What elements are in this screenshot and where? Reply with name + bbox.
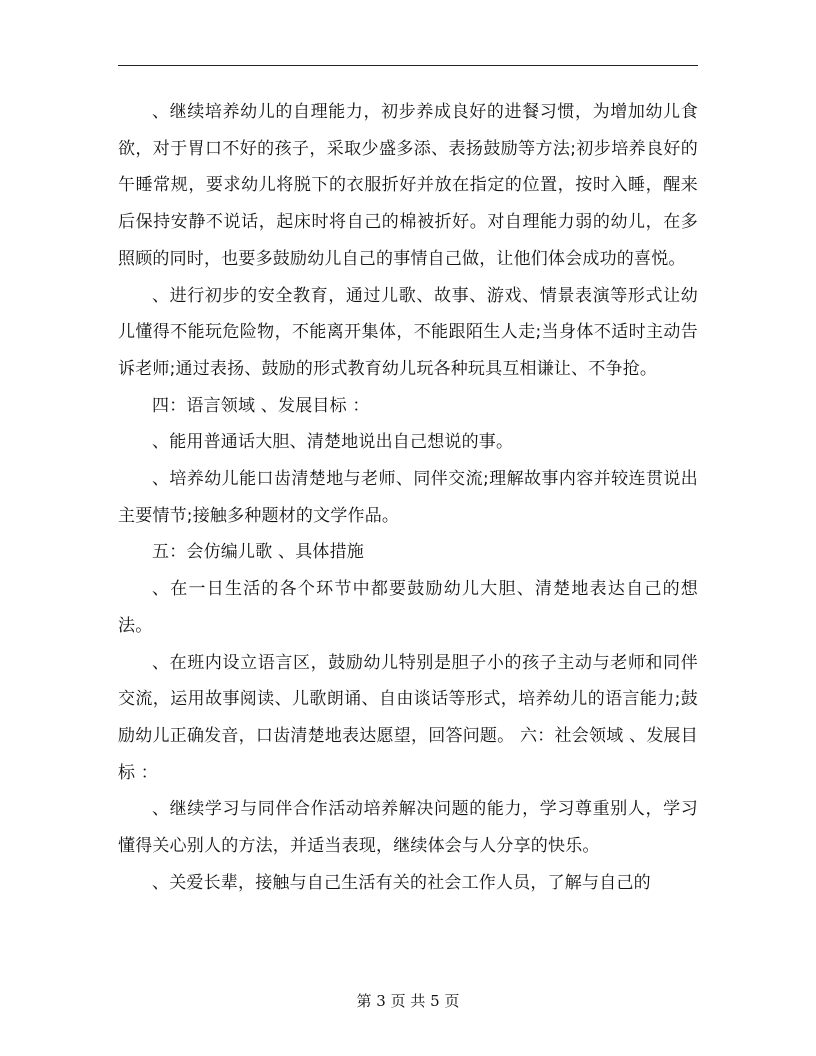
- section-heading: 四：语言领域 、发展目标 ：: [152, 395, 370, 416]
- paragraph: 、继续学习与同伴合作活动培养解决问题的能力，学习尊重别人，学习懂得关心别人的方法，并适当表现，继续体会与人分享的快乐。: [118, 799, 698, 857]
- paragraph: 、在班内设立语言区，鼓励幼儿特别是胆子小的孩子主动与老师和同伴交流，运用故事阅读、儿歌朗诵、自由谈话等形式，培养幼儿的语言能力;鼓励幼儿正确发音，口齿清楚地表达愿望，回答问题。 六：社会领域 、发展目标 ：: [118, 652, 698, 783]
- paragraph: 、继续培养幼儿的自理能力，初步养成良好的进餐习惯，为增加幼儿食欲，对于胃口不好的孩子，采取少盛多添、表扬鼓励等方法;初步培养良好的午睡常规，要求幼儿将脱下的衣服折好并放在指定的位置，按时入睡，醒来后保持安静不说话，起床时将自己的棉被折好。对自理能力弱的幼儿，在多照顾的同时，也要多鼓励幼儿自己的事情自己做，让他们体会成功的喜悦。: [118, 102, 698, 269]
- paragraph: 、关爱长辈，接触与自己生活有关的社会工作人员，了解与自己的: [152, 872, 651, 893]
- paragraph: 、在一日生活的各个环节中都要鼓励幼儿大胆、清楚地表达自己的想法。: [118, 579, 698, 636]
- header-rule: [118, 65, 698, 66]
- section-heading: 五：会仿编儿歌 、具体措施: [152, 542, 365, 563]
- paragraph: 、培养幼儿能口齿清楚地与老师、同伴交流;理解故事内容并较连贯说出主要情节;接触多种题材的文学作品。: [118, 469, 698, 526]
- page-number: 第 3 页 共 5 页: [356, 992, 460, 1010]
- paragraph: 、进行初步的安全教育，通过儿歌、故事、游戏、情景表演等形式让幼儿懂得不能玩危险物，不能离开集体，不能跟陌生人走;当身体不适时主动告诉老师;通过表扬、鼓励的形式教育幼儿玩各种玩具互相谦让、不争抢。: [118, 285, 698, 379]
- document-body: [118, 94, 698, 901]
- paragraph: 、能用普通话大胆、清楚地说出自己想说的事。: [152, 432, 514, 453]
